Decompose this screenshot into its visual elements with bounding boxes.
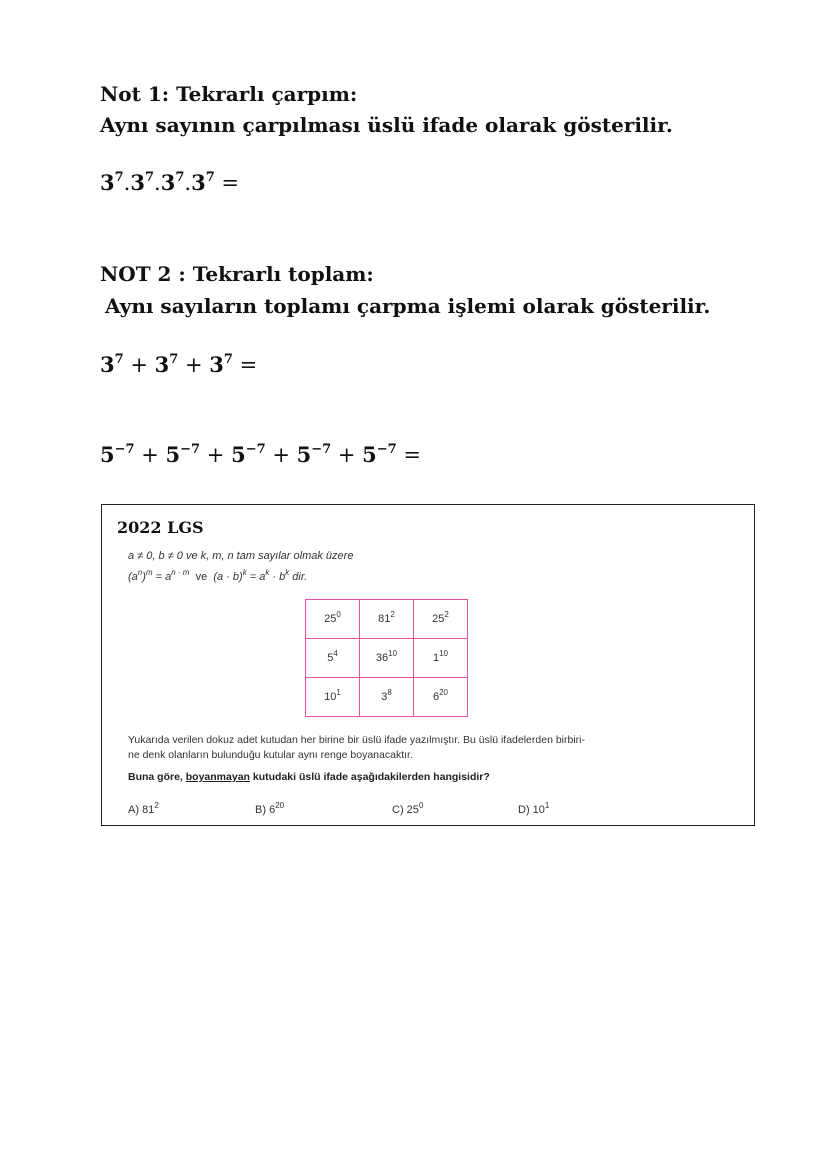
equals-sign: = (396, 443, 421, 467)
lgs-condition: a ≠ 0, b ≠ 0 ve k, m, n tam sayılar olmak üzere (128, 550, 354, 562)
grid-cell: $1^{10}$ (414, 639, 468, 678)
note1-expression (100, 170, 239, 195)
grid-cell: $25^2$ (414, 600, 468, 639)
grid-cell: $3^8$ (360, 678, 414, 717)
term-exponent: −7 (114, 442, 135, 457)
grid-cell: $36^{10}$ (360, 639, 414, 678)
term-base: 5 (231, 442, 246, 467)
lgs-question: Buna göre, boyanmayan kutudaki üslü ifade aşağıdakilerden hangisidir? (128, 771, 490, 783)
operator: + (200, 443, 232, 467)
term-base: 3 (154, 352, 170, 377)
grid-cell: $5^4$ (306, 639, 360, 678)
term-exponent: 7 (144, 170, 155, 185)
option-d[interactable]: D) $10^1$ (518, 801, 550, 816)
option-a[interactable]: A) $81^2$ (128, 801, 159, 816)
lgs-description: Yukarıda verilen dokuz adet kutudan her birine bir üslü ifade yazılmıştır. Bu üslü ifadelerden birbiri- ne denk olanların bulunduğu kutular aynı renge boyanacaktır. (128, 734, 585, 761)
operator: . (184, 171, 192, 195)
term-base: 3 (191, 170, 206, 195)
term-exponent: 7 (175, 170, 185, 185)
term-base: 5 (100, 442, 115, 467)
lgs-rule: $(a^n)^m = a^{n \cdot m}$ ve $(a \cdot b)^k = a^k \cdot b^k$ dir. (128, 568, 308, 583)
note2-expression-1 (100, 352, 257, 377)
term-base: 5 (296, 442, 312, 467)
term-exponent: 7 (169, 352, 179, 367)
operator: + (123, 353, 155, 377)
term-exponent: 7 (205, 170, 215, 185)
option-b[interactable]: B) $6^{20}$ (255, 801, 285, 816)
exponent-grid (305, 599, 468, 717)
term-base: 3 (209, 352, 224, 377)
lgs-title: 2022 LGS (117, 518, 204, 537)
term-base: 3 (160, 170, 176, 195)
grid-cell: $6^{20}$ (414, 678, 468, 717)
term-exponent: −7 (180, 442, 201, 457)
term-base: 3 (100, 170, 115, 195)
term-base: 3 (100, 352, 115, 377)
grid-cell: $10^1$ (306, 678, 360, 717)
term-exponent: 7 (223, 352, 233, 367)
grid-cell: $25^0$ (306, 600, 360, 639)
term-base: 5 (165, 442, 181, 467)
option-c[interactable]: C) $25^0$ (392, 801, 424, 816)
note2-description: Aynı sayıların toplamı çarpma işlemi olarak gösterilir. (105, 294, 711, 318)
lgs-question-box (101, 504, 755, 826)
operator: . (123, 171, 131, 195)
operator: + (331, 443, 363, 467)
term-exponent: −7 (311, 442, 332, 457)
note1-description: Aynı sayının çarpılması üslü ifade olarak gösterilir. (100, 113, 673, 137)
term-exponent: −7 (245, 442, 266, 457)
note1-title: Not 1: Tekrarlı çarpım: (100, 82, 358, 106)
operator: . (154, 171, 161, 195)
equals-sign: = (214, 171, 240, 195)
term-exponent: 7 (114, 170, 124, 185)
equals-sign: = (232, 353, 258, 377)
operator: + (265, 443, 297, 467)
term-base: 5 (362, 442, 377, 467)
note2-expression-2 (100, 442, 421, 467)
operator: + (134, 443, 166, 467)
grid-cell: $81^2$ (360, 600, 414, 639)
term-exponent: 7 (114, 352, 124, 367)
term-exponent: −7 (376, 442, 397, 457)
term-base: 3 (130, 170, 145, 195)
note2-title: NOT 2 : Tekrarlı toplam: (100, 262, 374, 286)
operator: + (178, 353, 210, 377)
